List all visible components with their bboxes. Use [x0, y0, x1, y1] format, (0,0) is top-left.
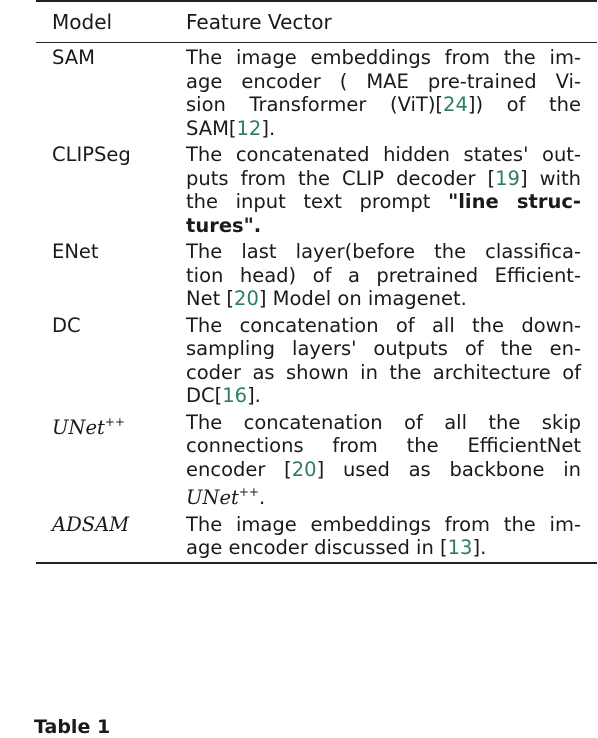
feature-description [186, 240, 581, 311]
citation-number[interactable]: 13 [447, 536, 473, 559]
table-row [36, 314, 597, 408]
table-header-rule [36, 42, 597, 43]
feature-description [186, 46, 581, 140]
header-feature-vector: Feature Vector [186, 10, 332, 34]
feature-vector-table [34, 0, 597, 738]
desc-line: The concatenation of all the down- [186, 313, 581, 337]
model-name: SAM [52, 46, 95, 69]
table-row [36, 240, 597, 311]
model-name: ENet [52, 240, 99, 263]
desc-line: Net [20] Model on imagenet. [186, 287, 467, 310]
model-name [36, 513, 186, 560]
desc-line: The image embeddings from the im- [186, 46, 581, 69]
desc-line: tion head) of a pretrained Efficient- [186, 263, 581, 287]
table-bottom-rule [36, 562, 597, 564]
table-row [36, 411, 597, 510]
desc-line: tures". [186, 213, 262, 237]
table-row [36, 46, 597, 140]
desc-line: SAM[12]. [186, 116, 276, 140]
model-name-math: ADSAM [52, 512, 130, 536]
feature-description [186, 314, 581, 408]
table-row [36, 513, 597, 560]
header-model: Model [52, 10, 113, 34]
feature-description [186, 513, 581, 560]
model-name [36, 411, 186, 510]
model-name: DC [52, 313, 81, 337]
desc-line: DC[16]. [186, 384, 261, 407]
citation-number[interactable]: 19 [495, 166, 520, 190]
desc-line: age encoder ( MAE pre-trained Vi- [186, 69, 581, 93]
desc-line: puts from the CLIP decoder [19] with [186, 166, 581, 190]
table-row [36, 143, 597, 237]
desc-line: UNet++. [186, 485, 266, 509]
desc-line: encoder [20] used as backbone in [186, 457, 581, 481]
desc-line: The last layer(before the classifica- [186, 240, 581, 263]
desc-line: the input text prompt "line struc- [186, 190, 581, 213]
model-name: CLIPSeg [52, 143, 131, 166]
desc-line: connections from the EfficientNet [186, 434, 581, 457]
feature-description [186, 411, 581, 510]
desc-line: sampling layers' outputs of the en- [186, 337, 581, 360]
desc-line: The concatenated hidden states' out- [186, 143, 581, 166]
table-caption: Table 1 [34, 716, 111, 738]
citation-number[interactable]: 24 [443, 93, 468, 116]
desc-line: sion Transformer (ViT)[24]) of the [186, 93, 581, 116]
desc-line: coder as shown in the architecture of [186, 360, 581, 384]
feature-description [186, 143, 581, 237]
prompt-text: "line struc- [448, 190, 581, 213]
citation-number[interactable]: 20 [234, 287, 259, 310]
desc-line: The image embeddings from the im- [186, 512, 581, 536]
citation-number[interactable]: 16 [222, 384, 248, 407]
desc-line: The concatenation of all the skip [186, 410, 581, 434]
model-name-math: UNet++ [52, 414, 125, 439]
desc-line: age encoder discussed in [13]. [186, 536, 487, 559]
citation-number[interactable]: 20 [291, 457, 317, 481]
table-header-row [36, 2, 597, 42]
citation-number[interactable]: 12 [236, 116, 262, 140]
